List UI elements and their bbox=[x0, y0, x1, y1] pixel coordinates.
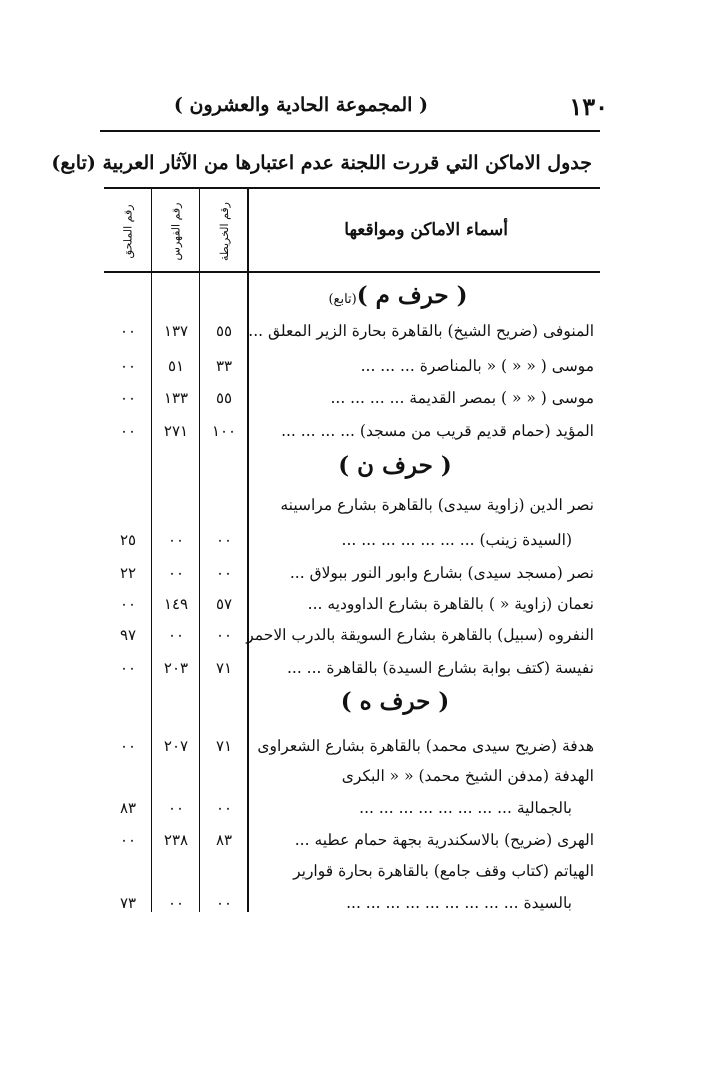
entry-row: النفروه (سبيل) بالقاهرة بشارع السويقة بالدرب الاحمر bbox=[246, 626, 594, 644]
cell-col3: ٠٠ bbox=[119, 659, 137, 677]
cell-col1: ٠٠ bbox=[215, 799, 233, 817]
entry-row: الهدفة (مدفن الشيخ محمد) « « البكرى bbox=[341, 767, 594, 785]
cell-col3: ٠٠ bbox=[119, 389, 137, 407]
page-number: ١٣٠ bbox=[569, 92, 608, 121]
cell-col3: ٠٠ bbox=[119, 422, 137, 440]
entry-row: (السيدة زينب) ... ... ... ... ... ... ... bbox=[341, 531, 572, 549]
section-heading-ha: ( حرف ه ) bbox=[340, 688, 450, 715]
entry-row: نصر الدين (زاوية سيدى) بالقاهرة بشارع مراسينه bbox=[280, 496, 594, 514]
cell-col2: ٢٧١ bbox=[163, 422, 189, 440]
cell-col1: ٧١ bbox=[215, 659, 233, 677]
cell-col3: ٧٣ bbox=[119, 894, 137, 912]
cell-col2: ٠٠ bbox=[167, 626, 185, 644]
cell-col2: ٠٠ bbox=[167, 531, 185, 549]
cell-col3: ٠٠ bbox=[119, 737, 137, 755]
cell-col1: ٠٠ bbox=[215, 626, 233, 644]
names-column-header: أسماء الاماكن ومواقعها bbox=[344, 220, 508, 240]
cell-col2: ٠٠ bbox=[167, 894, 185, 912]
entry-row: المؤيد (حمام قديم قريب من مسجد) ... ... ... ... bbox=[281, 422, 594, 440]
cell-col2: ١٤٩ bbox=[163, 595, 189, 613]
cell-col1: ١٠٠ bbox=[211, 422, 237, 440]
cell-col3: ٠٠ bbox=[119, 831, 137, 849]
entry-row: المنوفى (ضريح الشيخ) بالقاهرة بحارة الزير المعلق ... bbox=[248, 322, 594, 340]
cell-col1: ٥٥ bbox=[215, 389, 233, 407]
cell-col2: ٥١ bbox=[167, 357, 185, 375]
cell-col2: ١٣٧ bbox=[163, 322, 189, 340]
entry-row: الهرى (ضريح) بالاسكندرية بجهة حمام عطيه ... bbox=[294, 831, 594, 849]
cell-col3: ٩٧ bbox=[119, 626, 137, 644]
entry-row: الهياتم (كتاب وقف جامع) بالقاهرة بحارة قوارير bbox=[293, 862, 594, 880]
header-rule bbox=[100, 130, 600, 132]
col3-header: رقم الملحق bbox=[121, 203, 135, 259]
section-heading-meem: ( حرف م )(تابع) bbox=[328, 282, 468, 309]
entry-row: نصر (مسجد سيدى) بشارع وابور النور ببولاق ... bbox=[289, 564, 594, 582]
table-title: (تابع) جدول الاماكن التي قررت اللجنة عدم اعتبارها من الآثار العربية bbox=[51, 152, 592, 174]
cell-col1: ٠٠ bbox=[215, 564, 233, 582]
cell-col3: ٢٥ bbox=[119, 531, 137, 549]
cell-col1: ٥٥ bbox=[215, 322, 233, 340]
cell-col3: ٨٣ bbox=[119, 799, 137, 817]
cell-col3: ٠٠ bbox=[119, 322, 137, 340]
cell-col1: ٥٧ bbox=[215, 595, 233, 613]
header-bottom-rule bbox=[104, 271, 600, 273]
entry-row: موسى ( « « ) بمصر القديمة ... ... ... ... bbox=[330, 389, 594, 407]
cell-col3: ٢٢ bbox=[119, 564, 137, 582]
entry-row: بالسيدة ... ... ... ... ... ... ... ... ... bbox=[346, 894, 572, 912]
entry-row: نفيسة (كتف بوابة بشارع السيدة) بالقاهرة ... ... bbox=[286, 659, 594, 677]
cell-col1: ٠٠ bbox=[215, 894, 233, 912]
entry-row: موسى ( « « ) « بالمناصرة ... ... ... bbox=[360, 357, 594, 375]
table-top-rule bbox=[104, 187, 600, 189]
cell-col1: ٧١ bbox=[215, 737, 233, 755]
section-heading-noon: ( حرف ن ) bbox=[338, 452, 452, 479]
cell-col3: ٠٠ bbox=[119, 595, 137, 613]
entry-row: بالجمالية ... ... ... ... ... ... ... ... bbox=[359, 799, 572, 817]
running-title: ( المجموعة الحادية والعشرون ) bbox=[173, 94, 428, 116]
entry-row: نعمان (زاوية « ) بالقاهرة بشارع الداووديه ... bbox=[307, 595, 594, 613]
cell-col2: ٠٠ bbox=[167, 799, 185, 817]
cell-col2: ١٣٣ bbox=[163, 389, 189, 407]
col1-header: رقم الخريطة bbox=[217, 201, 231, 261]
cell-col2: ٠٠ bbox=[167, 564, 185, 582]
cell-col1: ٨٣ bbox=[215, 831, 233, 849]
entry-row: هدفة (ضريح سيدى محمد) بالقاهرة بشارع الشعراوى bbox=[257, 737, 594, 755]
col2-header: رقم الفهرس bbox=[169, 202, 183, 260]
cell-col1: ٣٣ bbox=[215, 357, 233, 375]
cell-col2: ٢٣٨ bbox=[163, 831, 189, 849]
cell-col2: ٢٠٧ bbox=[163, 737, 189, 755]
cell-col3: ٠٠ bbox=[119, 357, 137, 375]
cell-col2: ٢٠٣ bbox=[163, 659, 189, 677]
cell-col1: ٠٠ bbox=[215, 531, 233, 549]
